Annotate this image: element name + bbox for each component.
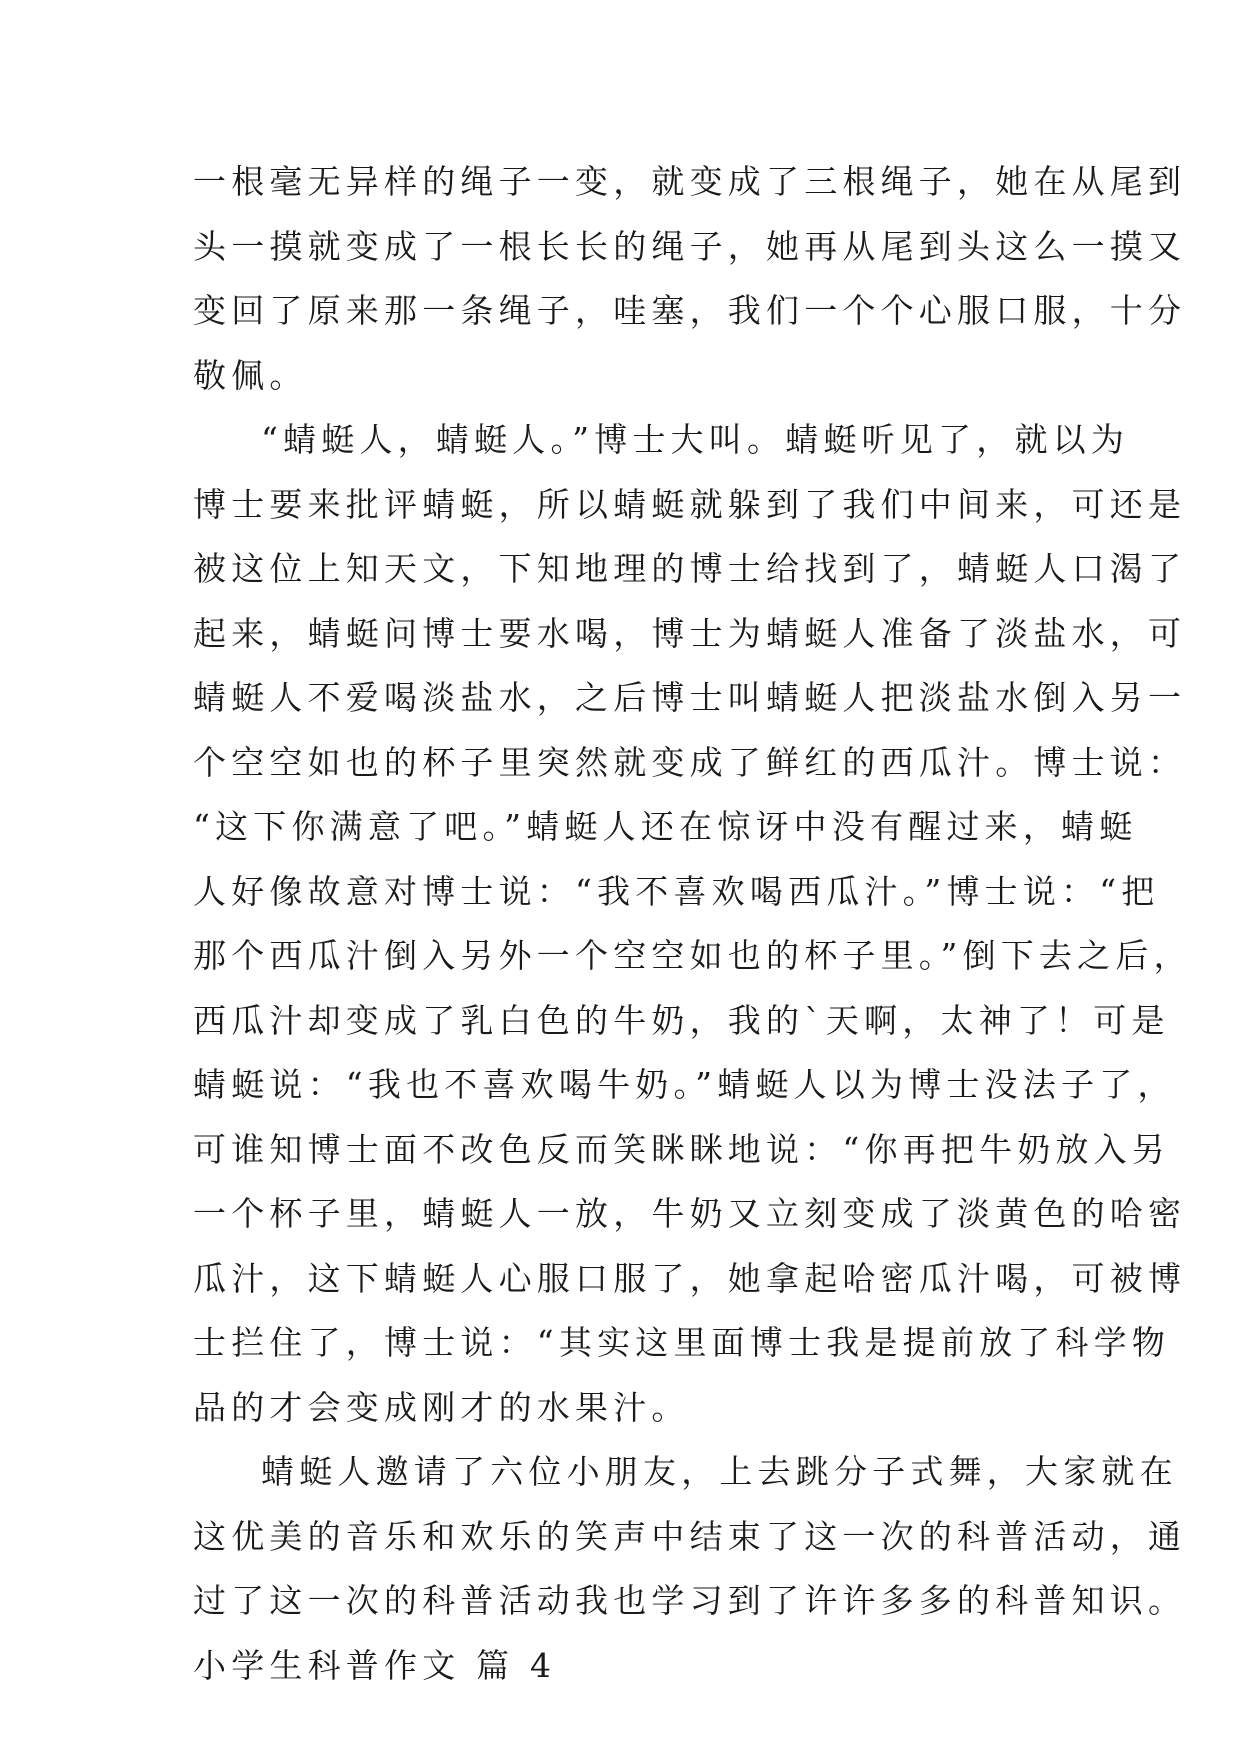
text-line: 个空空如也的杯子里突然就变成了鲜红的西瓜汁。博士说： (193, 742, 1187, 782)
text-line: 这优美的音乐和欢乐的笑声中结束了这一次的科普活动，通 (193, 1516, 1187, 1556)
document-page (193, 150, 1192, 1698)
text-line: “这下你满意了吧。”蜻蜓人还在惊讶中没有醒过来，蜻蜓 (193, 807, 1138, 846)
text-line: 西瓜汁却变成了乳白色的牛奶，我的`天啊，太神了！可是 (193, 1000, 1170, 1040)
text-line: 品的才会变成刚才的水果汁。 (193, 1387, 690, 1427)
paragraph-start-line: 蜻蜓人邀请了六位小朋友，上去跳分子式舞，大家就在 (261, 1452, 1178, 1491)
text-line: 被这位上知天文，下知地理的博士给找到了，蜻蜓人口渴了 (193, 549, 1187, 588)
text-line: 可谁知博士面不改色反而笑眯眯地说：“你再把牛奶放入另 (193, 1129, 1171, 1169)
text-line: 一根毫无异样的绳子一变，就变成了三根绳子，她在从尾到 (193, 162, 1187, 201)
text-line: 起来，蜻蜓问博士要水喝，博士为蜻蜓人准备了淡盐水，可 (193, 613, 1187, 653)
text-line: 头一摸就变成了一根长长的绳子，她再从尾到头这么一摸又 (193, 226, 1187, 266)
text-line: 变回了原来那一条绳子，哇塞，我们一个个心服口服，十分 (193, 291, 1187, 330)
paragraph-start-line: “蜻蜓人，蜻蜓人。”博士大叫。蜻蜓听见了，就以为 (261, 420, 1130, 459)
text-line: 瓜汁，这下蜻蜓人心服口服了，她拿起哈密瓜汁喝，可被博 (193, 1258, 1187, 1298)
text-line: 人好像故意对博士说：“我不喜欢喝西瓜汁。”博士说：“把 (193, 871, 1160, 911)
text-line: 过了这一次的科普活动我也学习到了许许多多的科普知识。 (193, 1581, 1187, 1620)
text-line: 一个杯子里，蜻蜓人一放，牛奶又立刻变成了淡黄色的哈密 (193, 1194, 1187, 1233)
text-line: 士拦住了，博士说：“其实这里面博士我是提前放了科学物 (193, 1323, 1171, 1362)
text-line: 博士要来批评蜻蜓，所以蜻蜓就躲到了我们中间来，可还是 (193, 484, 1187, 524)
text-line: 蜻蜓人不爱喝淡盐水，之后博士叫蜻蜓人把淡盐水倒入另一 (193, 678, 1187, 717)
text-line: 那个西瓜汁倒入另外一个空空如也的杯子里。”倒下去之后， (193, 936, 1192, 975)
text-line: 蜻蜓说：“我也不喜欢喝牛奶。”蜻蜓人以为博士没法子了， (193, 1065, 1176, 1104)
text-line: 敬佩。 (193, 355, 308, 395)
section-heading: 小学生科普作文 篇 4 (193, 1645, 557, 1685)
